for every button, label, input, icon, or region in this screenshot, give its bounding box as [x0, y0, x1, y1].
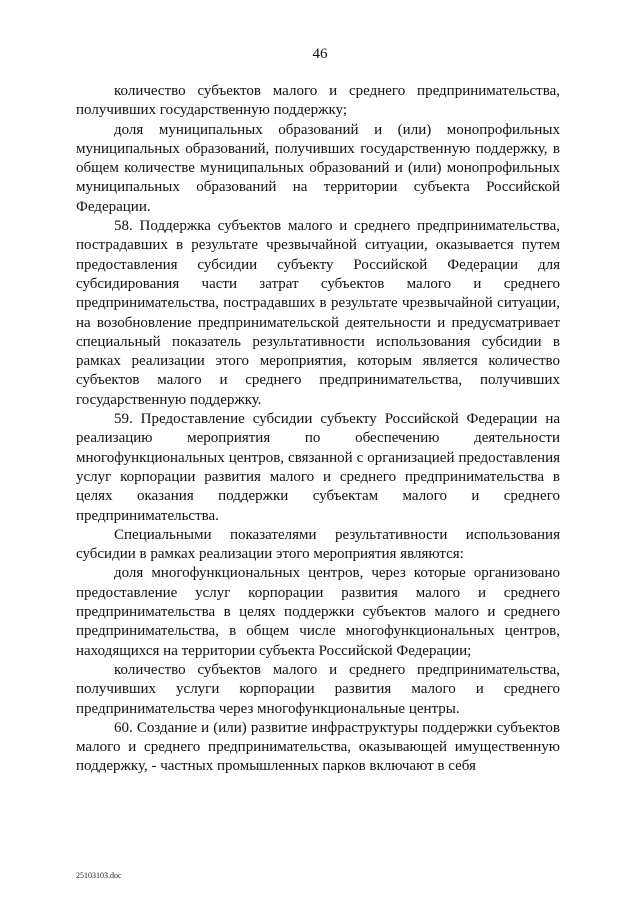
- paragraph: доля многофункциональных центров, через которые организовано предоставление услуг корпорации развития малого и среднего предпринимательства в целях поддержки субъектов малого и среднего предпринимательства, в общем числе многофункциональных центров, находящихся на территории субъекта Российской Федерации;: [76, 565, 560, 659]
- paragraph: Специальными показателями результативности использования субсидии в рамках реализации этого мероприятия являются:: [76, 526, 560, 563]
- document-filename: 25103103.doc: [76, 871, 122, 880]
- page-number: 46: [312, 46, 328, 62]
- paragraph: количество субъектов малого и среднего предпринимательства, получивших услуги корпорации развития малого и среднего предпринимательства через многофункциональные центры.: [76, 661, 560, 717]
- paragraph-item-60: 60. Создание и (или) развитие инфраструктуры поддержки субъектов малого и среднего предпринимательства, оказывающей имущественную поддержку, - частных промышленных парков включают в себя: [76, 719, 560, 775]
- paragraph-item-58: 58. Поддержка субъектов малого и среднего предпринимательства, пострадавших в результате чрезвычайной ситуации, оказывается путем предоставления субсидии субъекту Российской Федерации для субсидирования части затрат субъектов малого и среднего предпринимательства, пострадавших в результате чрезвычайной ситуации, на возобновление предпринимательской деятельности и предусматривает специальный показатель результативности использования субсидии в рамках реализации этого мероприятия, которым является количество субъектов малого и среднего предпринимательства, получивших государственную поддержку.: [76, 218, 560, 408]
- paragraph-item-59: 59. Предоставление субсидии субъекту Российской Федерации на реализацию мероприятия по обеспечению деятельности многофункциональных центров, связанной с организацией предоставления услуг корпорации развития малого и среднего предпринимательства в целях оказания поддержки субъектам малого и среднего предпринимательства.: [76, 411, 560, 524]
- paragraph: количество субъектов малого и среднего предпринимательства, получивших государственную поддержку;: [76, 83, 560, 119]
- paragraph: доля муниципальных образований и (или) монопрофильных муниципальных образований, получивших государственную поддержку, в общем количестве муниципальных образований и (или) монопрофильных муниципальных образований на территории субъекта Российской Федерации.: [76, 121, 560, 215]
- document-body: [76, 82, 560, 777]
